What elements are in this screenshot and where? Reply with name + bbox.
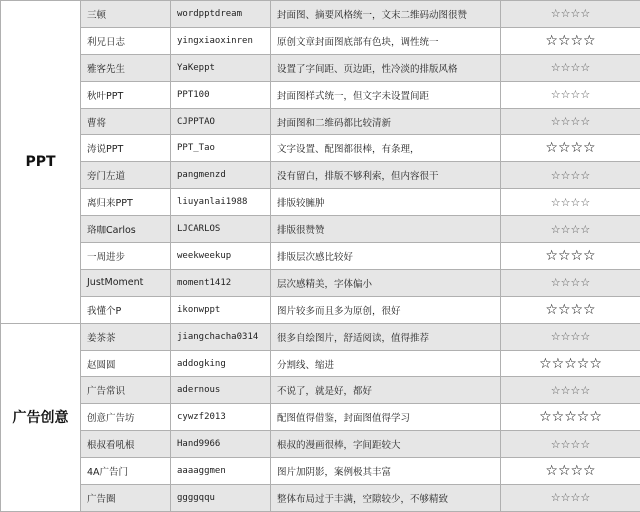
star-rating-icon: ☆☆☆☆ <box>550 383 591 397</box>
wechat-id-cell: ikonwppt <box>171 296 271 323</box>
account-name-cell: 旁门左道 <box>81 162 171 189</box>
star-rating-icon: ☆☆☆☆ <box>550 491 591 505</box>
star-rating-icon: ☆☆☆☆ <box>550 7 591 21</box>
account-name-cell: 利兄日志 <box>81 27 171 54</box>
wechat-id-cell: CJPPTAO <box>171 108 271 135</box>
table-row <box>1 216 640 243</box>
wechat-id-cell: weekweekup <box>171 243 271 270</box>
wechat-id-cell: liuyanlai1988 <box>171 189 271 216</box>
table-row <box>1 269 640 296</box>
account-name-cell: 离归来PPT <box>81 189 171 216</box>
wechat-id-cell: Hand9966 <box>171 431 271 458</box>
wechat-id-cell: cywzf2013 <box>171 404 271 431</box>
account-name-cell: 赵圆圆 <box>81 350 171 377</box>
table-row <box>1 485 640 512</box>
star-rating-icon: ☆☆☆☆ <box>550 330 591 344</box>
table-row <box>1 81 640 108</box>
wechat-id-cell: pangmenzd <box>171 162 271 189</box>
description-cell: 根叔的漫画很棒，字间距较大 <box>271 431 501 458</box>
wechat-id-cell: LJCARLOS <box>171 216 271 243</box>
wechat-id-cell: moment1412 <box>171 269 271 296</box>
rating-cell <box>501 81 640 108</box>
account-name-cell: 秋叶PPT <box>81 81 171 108</box>
wechat-id-cell: yingxiaoxinren <box>171 27 271 54</box>
account-name-cell: 广告圈 <box>81 485 171 512</box>
account-name-cell: 广告常识 <box>81 377 171 404</box>
account-name-cell: 雅客先生 <box>81 54 171 81</box>
table-row <box>1 108 640 135</box>
description-cell: 封面图样式统一，但文字未设置间距 <box>271 81 501 108</box>
account-name-cell: 涛说PPT <box>81 135 171 162</box>
star-rating-icon: ☆☆☆☆ <box>550 168 591 182</box>
description-cell: 文字设置、配图都很棒，有条理， <box>271 135 501 162</box>
rating-cell <box>501 135 640 162</box>
star-rating-icon: ☆☆☆☆ <box>545 32 596 49</box>
wechat-id-cell: jiangchacha0314 <box>171 323 271 350</box>
wechat-id-cell: aaaaggmen <box>171 458 271 485</box>
description-cell: 没有留白，排版不够利索，但内容很干 <box>271 162 501 189</box>
description-cell: 很多自绘图片，舒适阅读，值得推荐 <box>271 323 501 350</box>
account-name-cell: 曹将 <box>81 108 171 135</box>
table-row <box>1 404 640 431</box>
star-rating-icon: ☆☆☆☆ <box>550 115 591 128</box>
rating-cell <box>501 54 640 81</box>
rating-cell <box>501 1 640 28</box>
wechat-id-cell: PPT_Tao <box>171 135 271 162</box>
star-rating-icon: ☆☆☆☆☆ <box>539 355 602 372</box>
category-label: PPT <box>1 1 81 324</box>
table-body <box>1 1 640 512</box>
rating-cell <box>501 189 640 216</box>
description-cell: 不说了，就是好，都好 <box>271 377 501 404</box>
table-row <box>1 189 640 216</box>
table-row <box>1 377 640 404</box>
star-rating-icon: ☆☆☆☆ <box>550 222 591 236</box>
rating-cell <box>501 108 640 135</box>
star-rating-icon: ☆☆☆☆ <box>545 301 596 318</box>
rating-cell <box>501 458 640 485</box>
description-cell: 排版很赞赞 <box>271 216 501 243</box>
account-name-cell: 4A广告门 <box>81 458 171 485</box>
star-rating-icon: ☆☆☆☆☆ <box>539 409 602 426</box>
star-rating-icon: ☆☆☆☆ <box>545 140 596 157</box>
table-row <box>1 431 640 458</box>
description-cell: 图片较多而且多为原创，很好 <box>271 296 501 323</box>
account-name-cell: 根叔看吼根 <box>81 431 171 458</box>
category-label: 广告创意 <box>1 323 81 511</box>
table-row <box>1 350 640 377</box>
star-rating-icon: ☆☆☆☆ <box>545 247 596 264</box>
star-rating-icon: ☆☆☆☆ <box>550 437 591 451</box>
star-rating-icon: ☆☆☆☆ <box>545 463 596 480</box>
table-row <box>1 458 640 485</box>
description-cell: 图片加阴影，案例极其丰富 <box>271 458 501 485</box>
rating-cell <box>501 350 640 377</box>
star-rating-icon: ☆☆☆☆ <box>550 276 591 290</box>
table-row <box>1 296 640 323</box>
rating-cell <box>501 485 640 512</box>
table-row <box>1 162 640 189</box>
rating-cell <box>501 269 640 296</box>
rating-cell <box>501 431 640 458</box>
description-cell: 排版较臃肿 <box>271 189 501 216</box>
description-cell: 原创文章封面图底部有色块，调性统一 <box>271 27 501 54</box>
rating-cell <box>501 296 640 323</box>
description-cell: 配图值得借鉴，封面图值得学习 <box>271 404 501 431</box>
table-row <box>1 323 640 350</box>
rating-cell <box>501 243 640 270</box>
wechat-id-cell: YaKeppt <box>171 54 271 81</box>
rating-cell <box>501 27 640 54</box>
star-rating-icon: ☆☆☆☆ <box>550 195 591 209</box>
description-cell: 封面图、摘要风格统一，文末二维码动图很赞 <box>271 1 501 28</box>
rating-cell <box>501 377 640 404</box>
table-row <box>1 1 640 28</box>
table-row <box>1 27 640 54</box>
description-cell: 排版层次感比较好 <box>271 243 501 270</box>
wechat-id-cell: wordpptdream <box>171 1 271 28</box>
rating-cell <box>501 404 640 431</box>
description-cell: 整体布局过于丰满，空隙较少，不够精致 <box>271 485 501 512</box>
account-name-cell: 创意广告坊 <box>81 404 171 431</box>
wechat-id-cell: addogking <box>171 350 271 377</box>
account-name-cell: 我懂个P <box>81 296 171 323</box>
account-name-cell: JustMoment <box>81 269 171 296</box>
rating-cell <box>501 162 640 189</box>
account-name-cell: 三顿 <box>81 1 171 28</box>
wechat-id-cell: adernous <box>171 377 271 404</box>
rating-cell <box>501 323 640 350</box>
description-cell: 分割线、缩进 <box>271 350 501 377</box>
account-name-cell: 一周进步 <box>81 243 171 270</box>
table-row <box>1 243 640 270</box>
description-cell: 层次感精美，字体偏小 <box>271 269 501 296</box>
description-cell: 设置了字间距、页边距，性冷淡的排版风格 <box>271 54 501 81</box>
table-row <box>1 135 640 162</box>
account-name-cell: 珞咖Carlos <box>81 216 171 243</box>
description-cell: 封面图和二维码都比较清新 <box>271 108 501 135</box>
account-name-cell: 姜茶茶 <box>81 323 171 350</box>
table-row <box>1 54 640 81</box>
wechat-id-cell: ggggqqu <box>171 485 271 512</box>
wechat-id-cell: PPT100 <box>171 81 271 108</box>
star-rating-icon: ☆☆☆☆ <box>550 88 591 102</box>
star-rating-icon: ☆☆☆☆ <box>550 61 591 75</box>
rating-cell <box>501 216 640 243</box>
